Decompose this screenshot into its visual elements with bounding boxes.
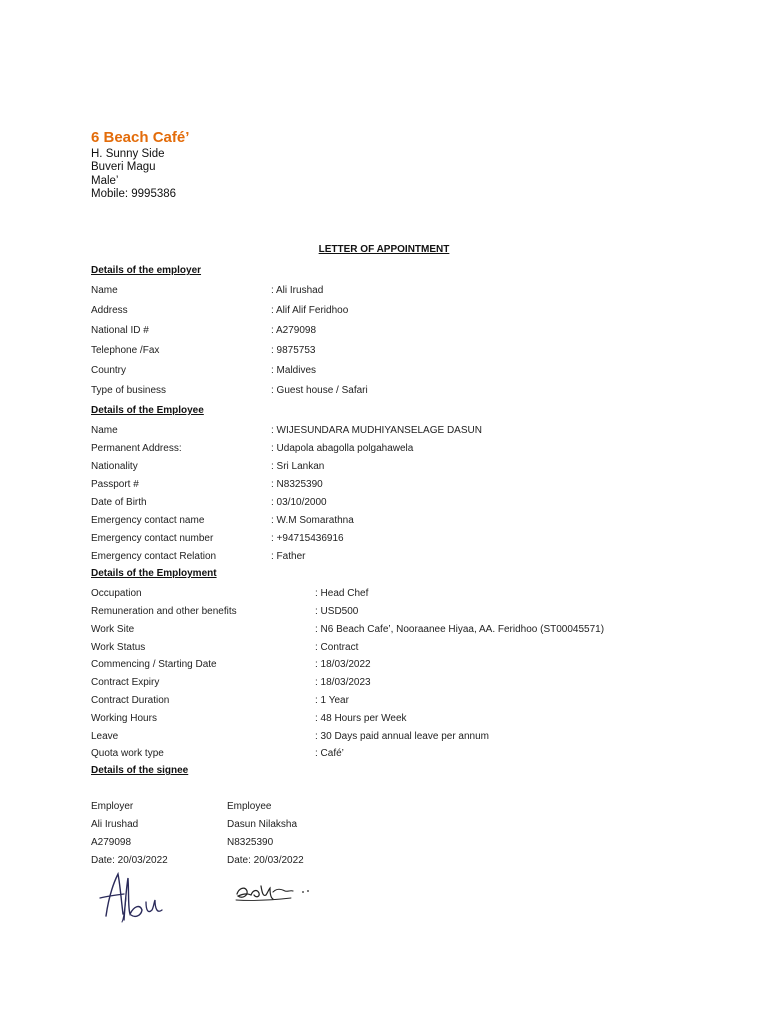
- field-label: Contract Duration: [91, 695, 170, 706]
- field-label: Contract Expiry: [91, 677, 160, 688]
- field-label: Emergency contact number: [91, 533, 214, 544]
- signee-name: Ali Irushad: [91, 819, 139, 830]
- field-label: Date of Birth: [91, 497, 147, 508]
- field-value: : 9875753: [271, 345, 316, 356]
- field-label: Quota work type: [91, 748, 164, 759]
- document-title: LETTER OF APPOINTMENT: [318, 244, 450, 255]
- field-value: : Contract: [315, 642, 359, 653]
- company-name: 6 Beach Café’: [91, 129, 190, 146]
- field-label: Telephone /Fax: [91, 345, 160, 356]
- field-label: Permanent Address:: [91, 443, 182, 454]
- field-label: Work Site: [91, 624, 135, 635]
- field-value: : 48 Hours per Week: [315, 713, 407, 724]
- field-label: National ID #: [91, 325, 149, 336]
- field-label: Name: [91, 425, 118, 436]
- employer-signature: [94, 868, 179, 926]
- field-label: Nationality: [91, 461, 138, 472]
- field-value: : Sri Lankan: [271, 461, 325, 472]
- signee-role: Employer: [91, 801, 134, 812]
- field-value: : A279098: [271, 325, 317, 336]
- field-value: : WIJESUNDARA MUDHIYANSELAGE DASUN: [271, 425, 482, 436]
- field-label: Commencing / Starting Date: [91, 659, 217, 670]
- field-label: Address: [91, 305, 128, 316]
- company-address-line-1: H. Sunny Side: [91, 147, 165, 160]
- signee-date: Date: 20/03/2022: [227, 855, 304, 866]
- employer-heading: Details of the employer: [91, 265, 202, 276]
- field-label: Working Hours: [91, 713, 157, 724]
- employer-signee-block: [91, 801, 168, 873]
- company-address-line-3: Male’: [91, 174, 119, 187]
- field-value: : N6 Beach Cafe’, Nooraanee Hiyaa, AA. Feridhoo (ST00045571): [315, 624, 605, 635]
- field-value: : Head Chef: [315, 588, 369, 599]
- field-value: : W.M Somarathna: [271, 515, 354, 526]
- employee-signee-block: [227, 801, 304, 873]
- field-value: : 03/10/2000: [271, 497, 327, 508]
- company-letterhead: [91, 129, 189, 202]
- field-value: : +94715436916: [271, 533, 344, 544]
- company-mobile: Mobile: 9995386: [91, 188, 177, 201]
- field-value: : 1 Year: [315, 695, 349, 706]
- field-value: : 30 Days paid annual leave per annum: [315, 731, 490, 742]
- signee-heading: Details of the signee: [91, 765, 189, 776]
- field-label: Country: [91, 365, 127, 376]
- field-value: : Maldives: [271, 365, 317, 376]
- field-value: : Father: [271, 551, 306, 562]
- employee-heading: Details of the Employee: [91, 405, 204, 416]
- field-label: Occupation: [91, 588, 142, 599]
- field-value: : 18/03/2023: [315, 677, 371, 688]
- signee-id: A279098: [91, 837, 132, 848]
- field-label: Work Status: [91, 642, 146, 653]
- field-value: : USD500: [315, 606, 359, 617]
- signee-role: Employee: [227, 801, 272, 812]
- field-value: : Café’: [315, 748, 344, 759]
- field-label: Emergency contact Relation: [91, 551, 217, 562]
- employee-signature: [233, 880, 313, 904]
- field-label: Type of business: [91, 385, 167, 396]
- employment-heading: Details of the Employment: [91, 568, 217, 579]
- field-value: : N8325390: [271, 479, 323, 490]
- field-label: Emergency contact name: [91, 515, 205, 526]
- field-value: : Alif Alif Feridhoo: [271, 305, 349, 316]
- field-label: Name: [91, 285, 118, 296]
- company-address-line-2: Buveri Magu: [91, 161, 156, 174]
- field-value: : Ali Irushad: [271, 285, 324, 296]
- field-label: Remuneration and other benefits: [91, 606, 237, 617]
- signee-name: Dasun Nilaksha: [227, 819, 298, 830]
- signee-id: N8325390: [227, 837, 274, 848]
- field-value: : 18/03/2022: [315, 659, 371, 670]
- field-value: : Guest house / Safari: [271, 385, 368, 396]
- signee-date: Date: 20/03/2022: [91, 855, 168, 866]
- field-value: : Udapola abagolla polgahawela: [271, 443, 414, 454]
- field-label: Passport #: [91, 479, 139, 490]
- field-label: Leave: [91, 731, 119, 742]
